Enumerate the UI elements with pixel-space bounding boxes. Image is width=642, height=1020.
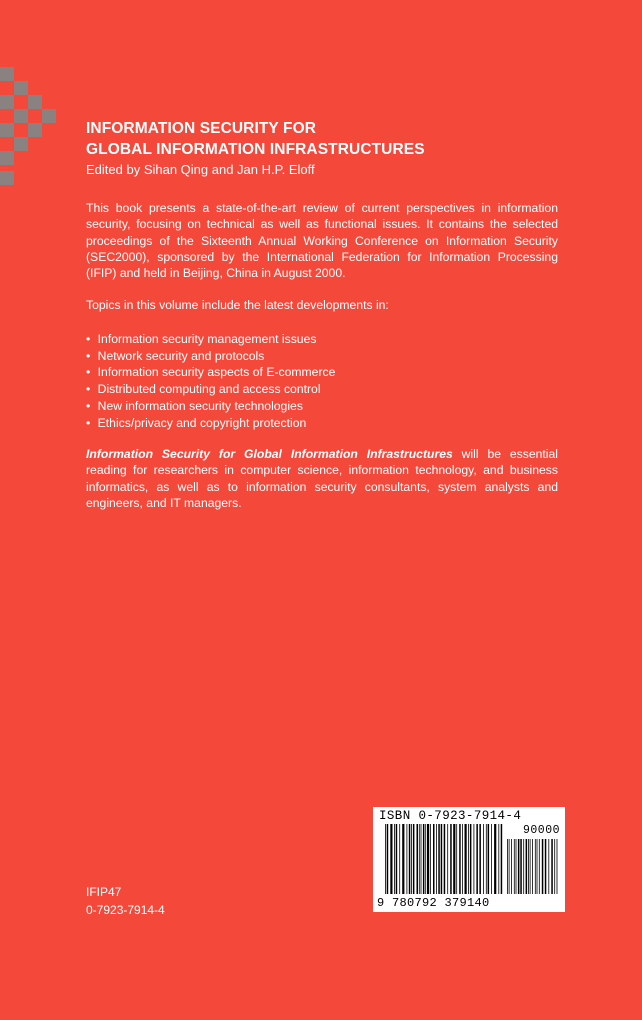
barcode-bar — [425, 824, 426, 894]
barcode-bar — [514, 839, 515, 894]
footer-codes — [86, 883, 165, 919]
barcode-bar — [537, 839, 538, 894]
topic-item: • New information security technologies — [86, 398, 335, 415]
barcode-bar — [542, 839, 544, 894]
barcode-bar — [396, 824, 398, 894]
barcode-bar — [419, 824, 420, 894]
barcode-bar — [474, 824, 475, 894]
book-title — [86, 118, 425, 160]
barcode-bar — [447, 824, 448, 894]
barcode-bar — [488, 824, 490, 894]
barcode-bar — [465, 824, 467, 894]
barcode-bar — [421, 824, 422, 894]
barcode-bar — [511, 839, 512, 894]
barcode-bar — [479, 824, 481, 894]
barcode-bar — [423, 824, 425, 894]
barcode-bar — [486, 824, 487, 894]
barcode-bar — [417, 824, 419, 894]
barcode-bar — [427, 824, 429, 894]
barcode-bar — [483, 824, 484, 894]
barcode-bar — [491, 824, 492, 894]
barcode-bar — [530, 839, 531, 894]
checker-pattern — [0, 67, 56, 185]
closing-text: will be essential reading for researchers in computer science, information technology, and business informatics, as well as to information security consultants, system analysts and engineers, and IT managers. — [86, 447, 558, 510]
closing-paragraph — [86, 446, 558, 511]
barcode-bar — [390, 824, 392, 894]
barcode-bar — [507, 839, 508, 894]
barcode-bar — [545, 839, 547, 894]
barcode-bar — [535, 839, 536, 894]
title-line-2: GLOBAL INFORMATION INFRASTRUCTURES — [86, 141, 425, 158]
barcode-bar — [548, 839, 549, 894]
barcode-bar — [476, 824, 478, 894]
barcode-main-bars — [385, 824, 503, 894]
isbn-short: 0-7923-7914-4 — [86, 903, 165, 917]
barcode-bar — [528, 839, 529, 894]
closing-book-title: Information Security for Global Information Infrastructures — [86, 447, 453, 461]
barcode-bar — [557, 839, 558, 894]
topics-intro: Topics in this volume include the latest developments in: — [86, 298, 389, 312]
barcode-ean-number: 9 780792 379140 — [377, 896, 490, 910]
barcode-bar — [501, 824, 503, 894]
barcode-bar — [498, 824, 499, 894]
isbn-barcode — [373, 807, 565, 912]
barcode-bar — [413, 824, 415, 894]
barcode-bar — [430, 824, 431, 894]
topic-item: • Information security management issues — [86, 331, 335, 348]
description-paragraph: This book presents a state-of-the-art review of current perspectives in information security, focusing on technical as well as functional issues. It contains the selected proceedings of the Sixteenth Annual Working Conference on Information Security (SEC2000), sponsored by the International Federation for Information Processing (IFIP) and held in Beijing, China in August 2000. — [86, 201, 558, 281]
barcode-bar — [554, 839, 555, 894]
topics-list — [86, 331, 335, 431]
barcode-bar — [470, 824, 472, 894]
barcode-isbn-label: ISBN 0-7923-7914-4 — [379, 809, 522, 823]
topic-item: • Distributed computing and access control — [86, 381, 335, 398]
barcode-addon-bars — [507, 839, 559, 894]
barcode-bar — [450, 824, 452, 894]
title-line-1: INFORMATION SECURITY FOR — [86, 120, 317, 137]
editors-line: Edited by Sihan Qing and Jan H.P. Eloff — [86, 162, 315, 177]
barcode-bar — [453, 824, 455, 894]
barcode-bar — [411, 824, 412, 894]
series-code: IFIP47 — [86, 885, 122, 899]
barcode-bar — [456, 824, 457, 894]
topic-item: • Ethics/privacy and copyright protection — [86, 415, 335, 432]
barcode-bar — [407, 824, 408, 894]
barcode-bar — [409, 824, 411, 894]
barcode-bar — [459, 824, 461, 894]
barcode-bar — [516, 839, 517, 894]
barcode-bar — [433, 824, 435, 894]
barcode-bar — [438, 824, 440, 894]
barcode-bar — [387, 824, 389, 894]
barcode-addon-number: 90000 — [522, 824, 560, 837]
topic-item: • Network security and protocols — [86, 348, 335, 365]
barcode-bar — [551, 839, 553, 894]
barcode-bar — [402, 824, 404, 894]
barcode-bar — [399, 824, 400, 894]
barcode-bar — [462, 824, 463, 894]
barcode-bar — [436, 824, 437, 894]
barcode-bar — [523, 839, 524, 894]
barcode-bar — [509, 839, 510, 894]
barcode-bar — [526, 839, 528, 894]
barcode-bar — [468, 824, 469, 894]
barcode-bar — [520, 839, 522, 894]
barcode-bar — [394, 824, 395, 894]
barcode-bar — [444, 824, 446, 894]
barcode-bar — [539, 839, 540, 894]
barcode-bar — [385, 824, 386, 894]
barcode-bar — [518, 839, 520, 894]
barcode-bar — [532, 839, 533, 894]
barcode-bar — [441, 824, 443, 894]
barcode-bar — [494, 824, 496, 894]
topic-item: • Information security aspects of E-commerce — [86, 364, 335, 381]
